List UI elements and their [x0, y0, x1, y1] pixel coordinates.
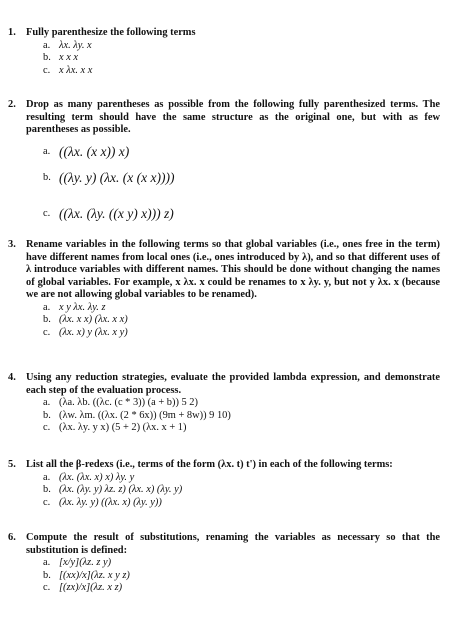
question-item [43, 557, 440, 570]
question-6 [8, 532, 440, 595]
item-expression: [x/y](λz. z y) [59, 557, 112, 568]
question-item [43, 143, 440, 161]
question-1 [8, 27, 440, 77]
question-4 [8, 372, 440, 435]
item-label: b. [43, 569, 51, 581]
question-text: Using any reduction strategies, evaluate the provided lambda expression, and demonstrate each step of the evaluation process. [26, 372, 440, 396]
question-item [43, 570, 440, 583]
item-expression: (λw. λm. ((λx. (2 * 6x)) (9m + 8w)) 9 10) [59, 409, 231, 421]
item-label: a. [43, 39, 51, 51]
item-label: c. [43, 207, 51, 219]
item-expression: [(zx)/x](λz. x z) [59, 582, 123, 593]
item-expression: [(xx)/x](λz. x y z) [59, 569, 130, 581]
question-number: 4. [8, 372, 16, 383]
question-text: Rename variables in the following terms so that global variables (i.e., ones free in the term) have different names from local ones (i.e., ones introduced by λ), and so that different uses of λ introduce variables with different names. This should be done without changing the names of global variables. For example, x λx. x could be renames to x λy. y, but not y λx. x (because we are not allowing global variables to be renamed). [26, 239, 440, 300]
item-label: b. [43, 409, 51, 421]
question-text: Drop as many parentheses as possible from the following fully parenthesized terms. The resulting term should have the same structure as the original one, but with as few parentheses as possible. [26, 99, 440, 135]
question-text: List all the β-redexs (i.e., terms of the form (λx. t) t') in each of the following terms: [26, 459, 393, 470]
question-item [43, 410, 440, 423]
item-label: c. [43, 64, 51, 76]
item-expression: λx. λy. x [59, 39, 92, 51]
question-item [43, 52, 440, 65]
item-label: b. [43, 314, 51, 325]
item-label: b. [43, 52, 51, 63]
question-item [43, 327, 440, 340]
item-expression: (λx. x x) (λx. x x) [59, 314, 128, 325]
item-expression: (λx. λy. y x) (5 + 2) (λx. x + 1) [59, 422, 187, 433]
item-expression: ((λy. y) (λx. (x (x x)))) [59, 169, 175, 185]
item-label: b. [43, 171, 51, 183]
item-label: a. [43, 471, 51, 483]
item-label: a. [43, 397, 51, 408]
question-item [43, 205, 440, 223]
question-5 [8, 459, 440, 509]
item-expression: (λx. (λx. x) x) λy. y [59, 471, 135, 483]
item-expression: ((λx. (λy. ((x y) x))) z) [59, 205, 174, 221]
question-number: 2. [8, 99, 16, 110]
question-item [43, 397, 440, 410]
question-item [43, 497, 440, 510]
question-item [43, 484, 440, 497]
question-number: 5. [8, 459, 16, 470]
question-item [43, 40, 440, 53]
item-label: c. [43, 582, 51, 593]
item-label: b. [43, 484, 51, 495]
question-item [43, 169, 440, 187]
item-label: a. [43, 145, 51, 157]
question-number: 3. [8, 239, 16, 250]
item-expression: x λx. x x [59, 64, 93, 76]
question-text: Compute the result of substitutions, renaming the variables as necessary so that the substitution is defined: [26, 532, 440, 556]
item-label: a. [43, 557, 51, 568]
item-expression: (λa. λb. ((λc. (c * 3)) (a + b)) 5 2) [59, 397, 198, 408]
question-item [43, 65, 440, 78]
question-2 [8, 99, 440, 223]
item-expression: x y λx. λy. z [59, 301, 106, 313]
question-item [43, 582, 440, 595]
item-expression: (λx. (λy. y) λz. z) (λx. x) (λy. y) [59, 484, 183, 495]
question-text: Fully parenthesize the following terms [26, 27, 196, 38]
question-item [43, 422, 440, 435]
question-item [43, 302, 440, 315]
item-expression: (λx. x) y (λx. x y) [59, 326, 128, 338]
item-expression: (λx. λy. y) ((λx. x) (λy. y)) [59, 496, 162, 508]
item-expression: ((λx. (x x)) x) [59, 143, 130, 159]
item-label: c. [43, 496, 51, 508]
item-label: a. [43, 301, 51, 313]
question-item [43, 472, 440, 485]
item-label: c. [43, 422, 51, 433]
question-number: 6. [8, 532, 16, 543]
question-item [43, 314, 440, 327]
item-label: c. [43, 326, 51, 338]
question-number: 1. [8, 27, 16, 38]
question-3 [8, 239, 440, 339]
item-expression: x x x [59, 52, 79, 63]
